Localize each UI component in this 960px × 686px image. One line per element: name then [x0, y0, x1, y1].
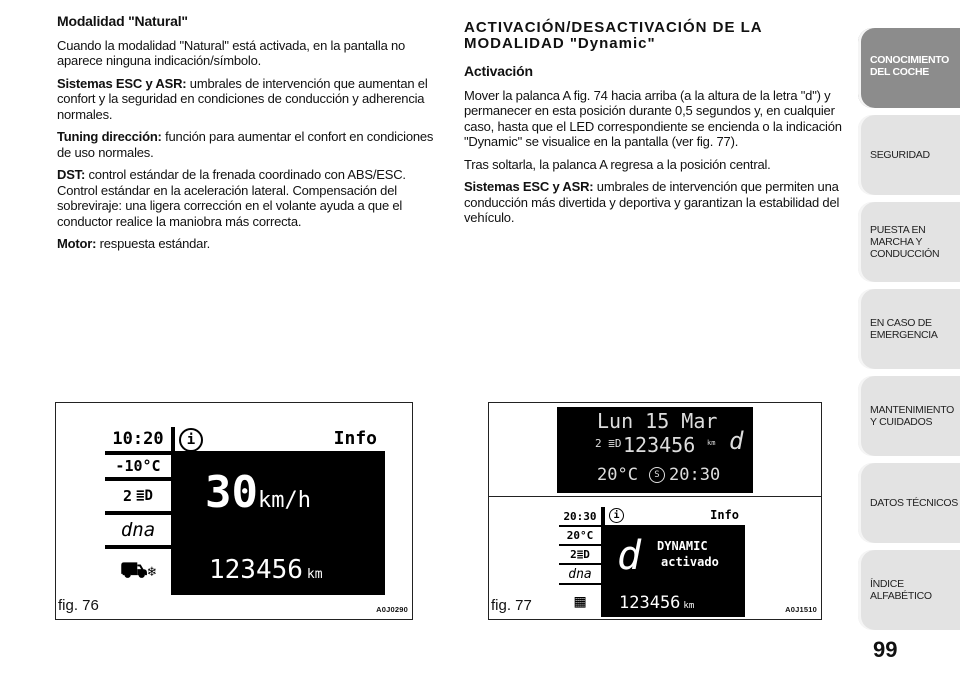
tab-mantenimiento[interactable]: MANTENIMIENTO Y CUIDADOS	[858, 376, 960, 456]
display-top-bar-bottom	[605, 507, 745, 525]
outside-temperature: -10°C	[105, 455, 171, 477]
info-icon: i	[179, 428, 203, 452]
dynamic-message-line1: DYNAMIC	[657, 539, 708, 553]
gear-indicator-top: 2 ≣D	[595, 437, 622, 450]
odometer-unit: km	[306, 567, 323, 582]
temperature-bottom: 20°C	[559, 527, 601, 544]
dynamic-message-line2: activado	[661, 555, 719, 569]
dynamic-mode-letter: d	[729, 427, 744, 455]
odometer	[209, 555, 323, 585]
activation-paragraph: Mover la palanca A fig. 74 hacia arriba (a la altura de la letra "d") y permanecer en esta posición durante 0,5 segundos y, en cualquier caso, hasta que el LED correspondiente se encienda o la indicación "Dynamic" se visualice en la pantalla (ver fig. 77).	[464, 87, 842, 149]
date: Lun 15 Mar	[597, 409, 718, 433]
item-tuning: Tuning dirección: función para aumentar el confort en condiciones de uso normales.	[57, 129, 434, 160]
tab-conocimiento-del-coche[interactable]: CONOCIMIENTO DEL COCHE	[858, 28, 960, 108]
tab-puesta-en-marcha[interactable]: PUESTA EN MARCHA Y CONDUCCIÓN	[858, 202, 960, 282]
clock-top: 20:30	[669, 465, 721, 485]
clock-bottom: 20:30	[559, 507, 601, 525]
dna-logo: dna	[105, 515, 171, 545]
activation-heading: Activación	[464, 63, 533, 79]
gear-indicator: 2	[123, 487, 133, 505]
info-icon-bottom: i	[609, 508, 624, 523]
gear-headlight-bottom: 2 ≣D	[559, 546, 601, 563]
item-esc-asr: Sistemas ESC y ASR: umbrales de intervención que aumentan el confort y la seguridad en condiciones de conducción y adherencia normales.	[57, 75, 428, 122]
road-grip-icon: ▦	[559, 585, 601, 617]
headlight-icon: ≣D	[136, 488, 153, 504]
odometer-unit-top: km	[707, 439, 716, 447]
tab-seguridad[interactable]: SEGURIDAD	[858, 115, 960, 195]
tab-datos-tecnicos[interactable]: DATOS TÉCNICOS	[858, 463, 960, 543]
info-label-bottom: Info	[710, 508, 739, 522]
fig77-code: A0J1510	[785, 605, 817, 614]
gear-headlight-cell	[105, 481, 171, 511]
display-natural	[105, 427, 385, 595]
fig76-code: A0J0290	[376, 605, 408, 614]
figure-divider	[489, 496, 821, 497]
odometer-value: 123456	[209, 555, 303, 585]
natural-mode-intro: Cuando la modalidad "Natural" está activada, en la pantalla no aparece ninguna indicación/símbolo.	[57, 37, 406, 68]
item-esc-asr-dynamic: Sistemas ESC y ASR: umbrales de intervención que permiten una conducción más divertida y deportiva y garantizan la estabilidad del vehículo.	[464, 179, 840, 225]
odometer-bottom: 123456 km	[619, 593, 695, 613]
page-number: 99	[873, 637, 898, 662]
right-column	[464, 14, 848, 233]
natural-mode-heading: Modalidad "Natural"	[57, 13, 188, 29]
car-skid-snowflake-icon: ⛟ ❄	[105, 549, 171, 595]
tab-en-caso-de-emergencia[interactable]: EN CASO DE EMERGENCIA	[858, 289, 960, 369]
speed-unit: km/h	[257, 488, 311, 513]
dynamic-section-heading: ACTIVACIÓN/DESACTIVACIÓN DE LA MODALIDAD "Dynamic"	[464, 19, 763, 52]
speed-readout	[205, 467, 311, 518]
item-motor: Motor: respuesta estándar.	[57, 236, 211, 251]
headlight-icon-bottom: ≣D	[576, 548, 590, 561]
display-dynamic-led	[557, 407, 753, 493]
clock: 10:20	[105, 427, 171, 451]
display-dynamic-tft	[559, 507, 745, 617]
dynamic-mode-letter-bottom: d	[617, 533, 642, 579]
service-s-icon: S	[649, 467, 665, 483]
fig76-caption: fig. 76	[58, 597, 99, 614]
figure-77	[488, 402, 822, 620]
tab-indice-alfabetico[interactable]: ÍNDICE ALFABÉTICO	[858, 550, 960, 630]
release-paragraph: Tras soltarla, la palanca A regresa a la posición central.	[464, 156, 771, 172]
info-label: Info	[333, 428, 377, 449]
display-top-bar	[175, 427, 385, 451]
dna-logo-bottom: dna	[559, 565, 601, 583]
left-column	[57, 14, 441, 259]
temperature-top: 20°C	[597, 465, 638, 485]
item-dst: DST: control estándar de la frenada coordinado con ABS/ESC. Control estándar en la aceleración lateral. Compensación del sobreviraje: una ligera corrección en el volante ayuda a que el conductor realice la maniobra más correcta.	[57, 167, 406, 229]
headlight-icon-top: ≣D	[601, 437, 622, 450]
speed-value: 30	[205, 467, 258, 518]
odometer-top: 123456	[623, 433, 696, 457]
fig77-caption: fig. 77	[491, 597, 532, 614]
chapter-tabs	[858, 28, 960, 637]
figure-76	[55, 402, 413, 620]
